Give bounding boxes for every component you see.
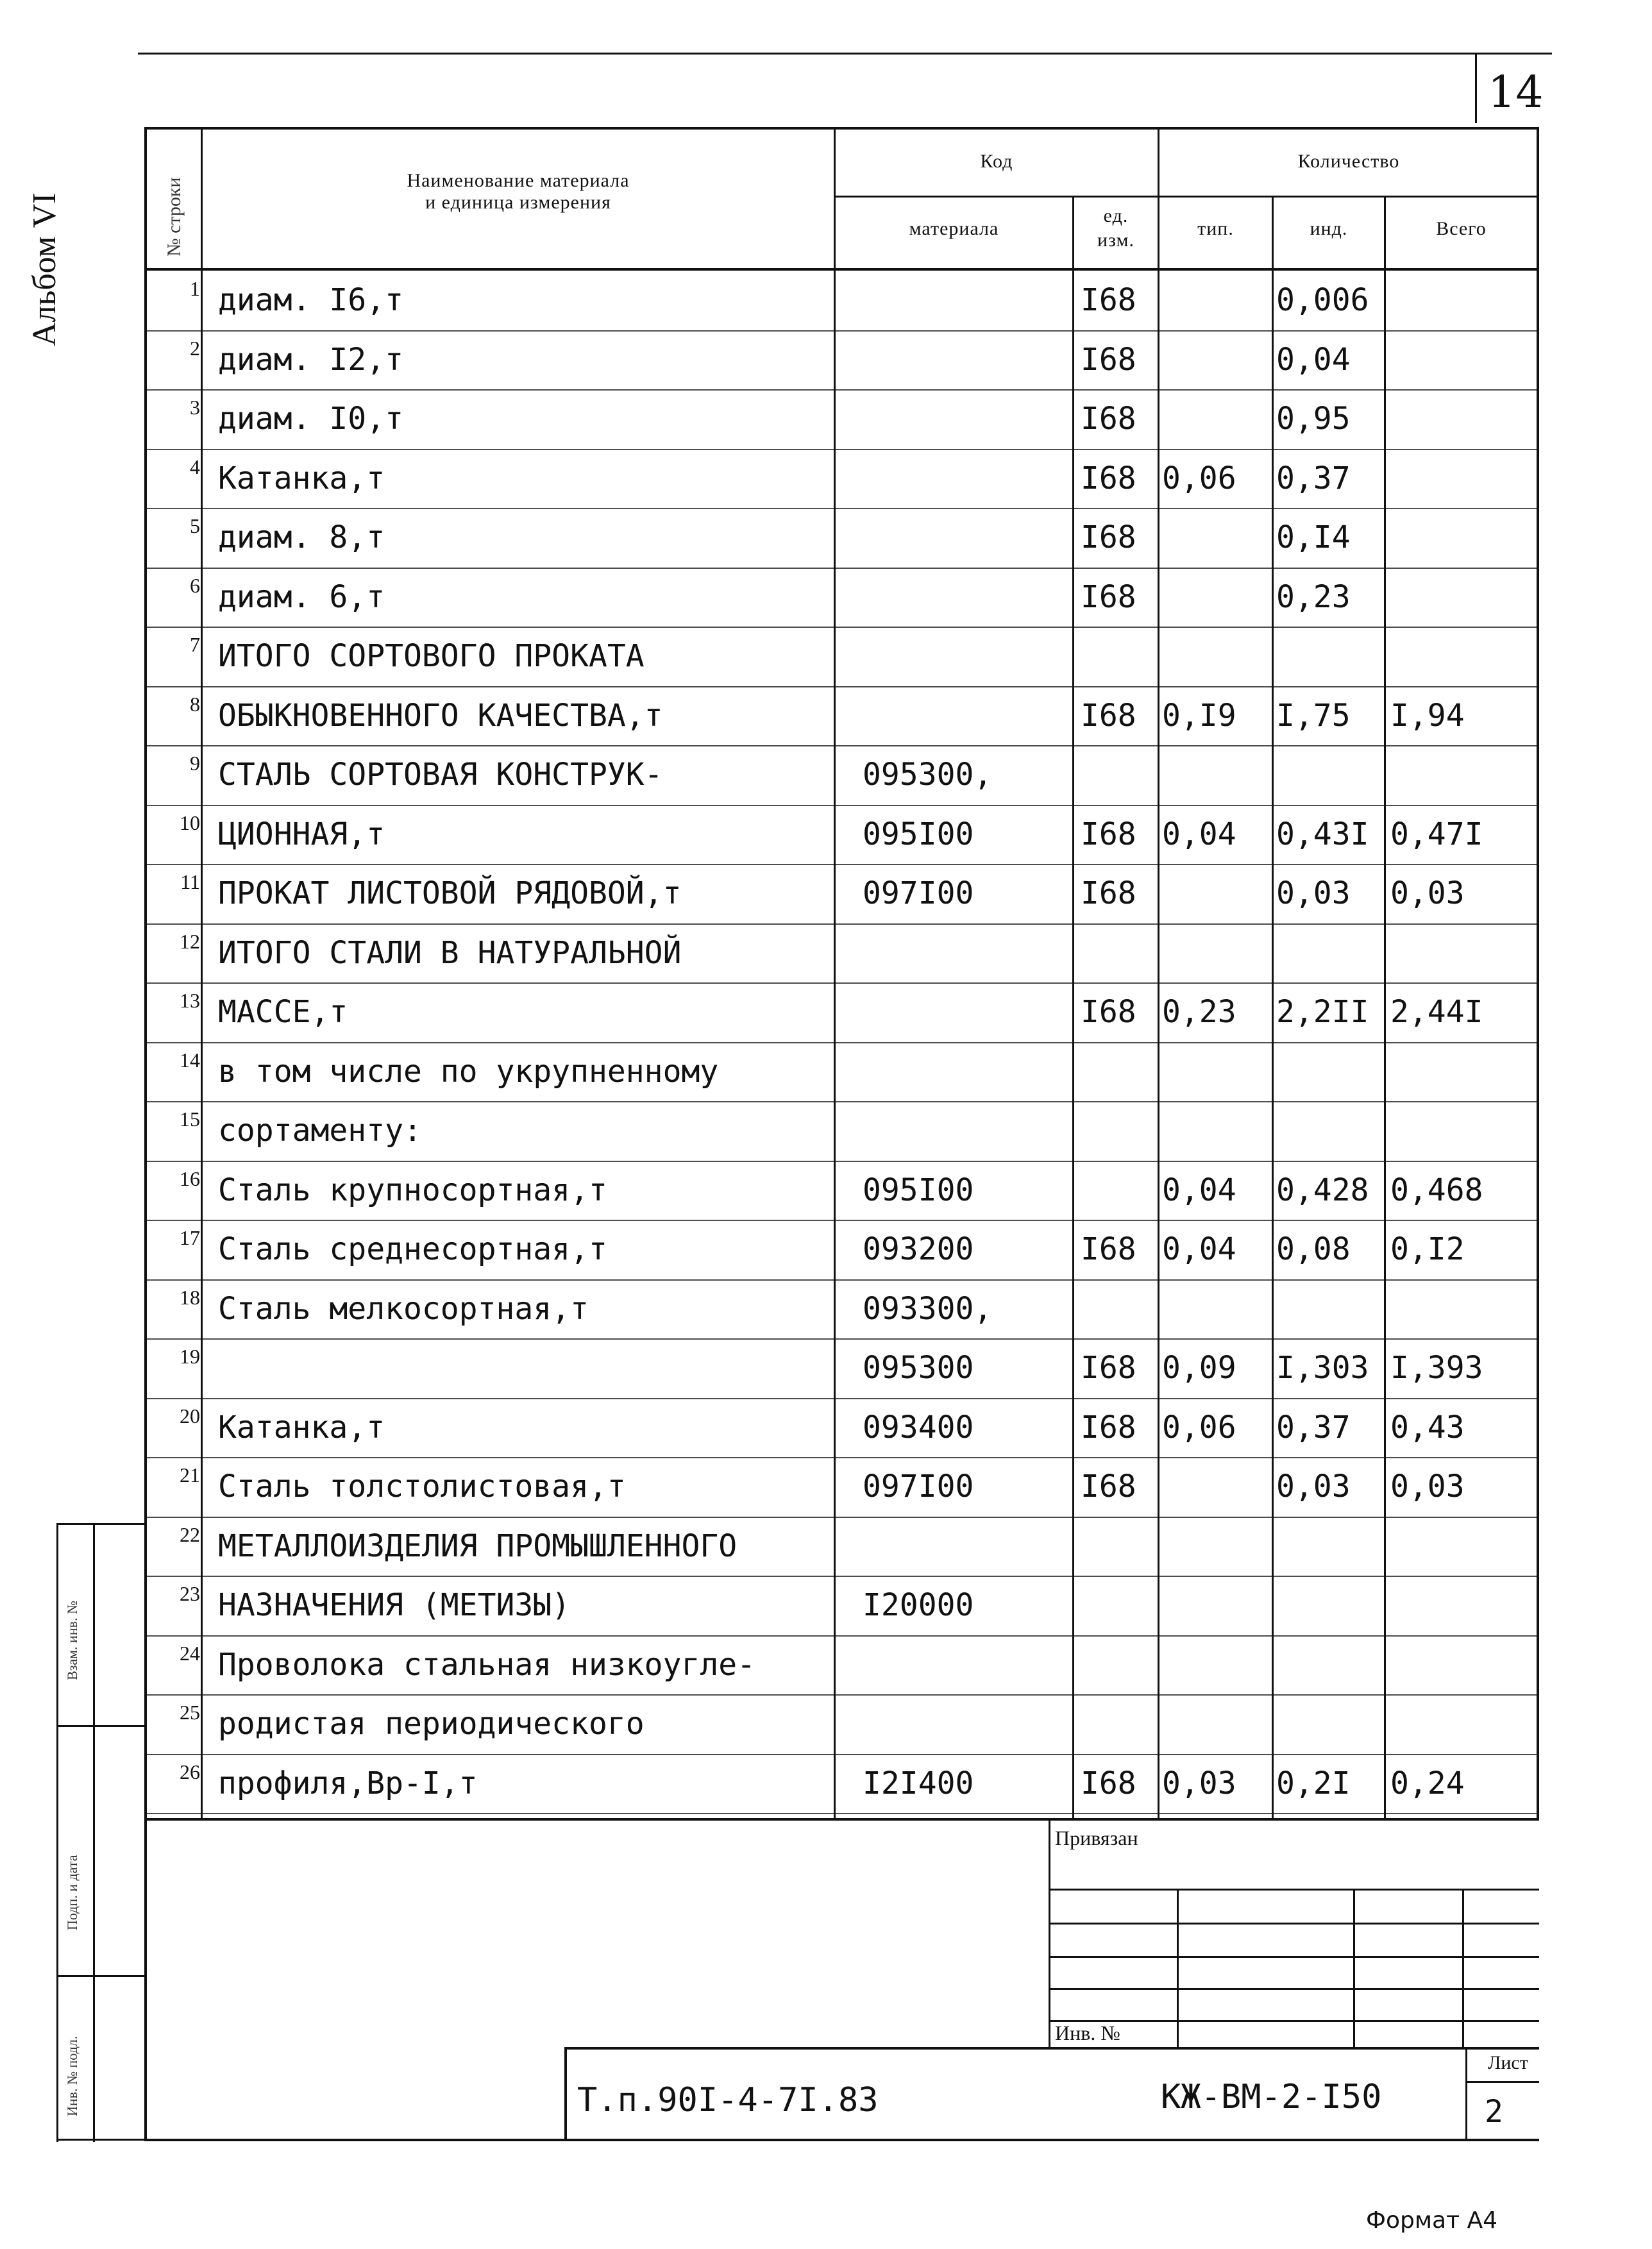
- row-divider: [146, 568, 1538, 569]
- header-material: материала: [909, 218, 999, 239]
- row-number: 14: [180, 1048, 200, 1072]
- cell-name: МАССЕ,т: [218, 994, 348, 1030]
- cell-ind: 0,43I: [1276, 816, 1369, 852]
- cell-name: НАЗНАЧЕНИЯ (МЕТИЗЫ): [218, 1587, 571, 1623]
- header-tip: тип.: [1197, 218, 1234, 239]
- cell-code: 095I00: [863, 1172, 974, 1208]
- row-number: 19: [180, 1345, 200, 1368]
- cell-name: в том числе по укрупненному: [218, 1053, 719, 1090]
- cell-total: 0,43: [1390, 1409, 1465, 1445]
- top-rule-right: [1475, 53, 1552, 55]
- row-number: 20: [180, 1404, 200, 1428]
- cell-total: I,393: [1390, 1350, 1483, 1386]
- row-number: 24: [180, 1641, 200, 1665]
- table-top-border: [144, 127, 1539, 130]
- row-divider: [146, 1635, 1538, 1637]
- cell-unit: I68: [1081, 341, 1136, 378]
- cell-name: Сталь мелкосортная,т: [218, 1290, 589, 1327]
- row-divider: [146, 982, 1538, 984]
- cell-unit: I68: [1081, 1350, 1136, 1386]
- cell-name: ИТОГО СТАЛИ В НАТУРАЛЬНОЙ: [218, 934, 682, 971]
- binding-box-col1: [1177, 1889, 1179, 2049]
- cell-unit: I68: [1081, 1765, 1136, 1801]
- cell-code: 093400: [863, 1409, 974, 1445]
- row-number: 12: [180, 929, 200, 953]
- binding-label: Привязан: [1055, 1826, 1138, 1849]
- cell-unit: I68: [1081, 401, 1136, 437]
- cell-unit: I68: [1081, 994, 1136, 1030]
- row-divider: [146, 745, 1538, 746]
- row-number: 10: [180, 811, 200, 834]
- cell-ind: 0,95: [1276, 401, 1351, 437]
- binding-box-line4: [1049, 1988, 1539, 1990]
- doc-code-right: КЖ-ВМ-2-I50: [1161, 2078, 1382, 2116]
- cell-ind: 0,08: [1276, 1231, 1351, 1267]
- row-number: 25: [180, 1701, 200, 1724]
- row-number: 17: [180, 1226, 200, 1249]
- row-divider: [146, 1279, 1538, 1281]
- cell-name: Сталь толстолистовая,т: [218, 1469, 626, 1504]
- doc-box-top: [564, 2047, 1539, 2050]
- cell-code: 097I00: [863, 1469, 974, 1504]
- doc-box-left: [564, 2047, 567, 2140]
- row-number: 8: [190, 692, 200, 716]
- row-divider: [146, 508, 1538, 509]
- cell-code: 097I00: [863, 875, 974, 911]
- row-number: 16: [180, 1167, 200, 1190]
- format-label: Формат А4: [1366, 2207, 1498, 2234]
- row-divider: [146, 805, 1538, 806]
- row-divider: [146, 1398, 1538, 1399]
- cell-name: диам. 6,т: [218, 578, 385, 615]
- cell-ind: I,303: [1276, 1350, 1369, 1386]
- cell-total: 0,03: [1390, 875, 1465, 911]
- cell-code: I20000: [863, 1587, 974, 1623]
- cell-tip: 0,06: [1162, 460, 1236, 496]
- cell-total: 0,03: [1390, 1469, 1465, 1504]
- header-bottom-line: [144, 268, 1539, 271]
- side-label-3: Инв. № подл.: [64, 2035, 80, 2116]
- cell-total: 0,I2: [1390, 1231, 1465, 1267]
- cell-name: Сталь среднесортная,т: [218, 1231, 607, 1267]
- cell-name: сортаменту:: [218, 1113, 422, 1149]
- cell-unit: I68: [1081, 519, 1136, 555]
- cell-unit: I68: [1081, 1469, 1136, 1504]
- row-divider: [146, 389, 1538, 391]
- cell-total: I,94: [1390, 697, 1465, 734]
- cell-ind: 0,23: [1276, 578, 1351, 615]
- binding-box-line3: [1049, 1956, 1539, 1958]
- cell-name: профиля,Вр-I,т: [218, 1765, 478, 1801]
- row-number: 26: [180, 1760, 200, 1783]
- row-divider: [146, 1517, 1538, 1518]
- sheet-top-number: 14: [1488, 67, 1544, 118]
- cell-ind: 0,37: [1276, 460, 1351, 496]
- inv-label: Инв. №: [1055, 2021, 1120, 2044]
- header-rowno: № строки: [164, 177, 185, 257]
- side-box-outer: [56, 1523, 58, 2142]
- side-box-div1: [56, 1725, 146, 1727]
- sheet-label: Лист: [1488, 2052, 1528, 2073]
- cell-name: родистая периодического: [218, 1706, 645, 1742]
- side-box-div2: [56, 1975, 146, 1977]
- cell-name: ПРОКАТ ЛИСТОВОЙ РЯДОВОЙ,т: [218, 875, 682, 911]
- cell-name: СТАЛЬ СОРТОВАЯ КОНСТРУК-: [218, 757, 663, 793]
- row-number: 6: [190, 573, 200, 597]
- header-name: Наименование материала и единица измерения: [407, 170, 630, 213]
- cell-ind: 0,006: [1276, 282, 1369, 318]
- side-box-bottom: [56, 2139, 146, 2141]
- row-divider: [146, 1101, 1538, 1102]
- cell-name: диам. I6,т: [218, 282, 403, 318]
- cell-name: МЕТАЛЛОИЗДЕЛИЯ ПРОМЫШЛЕННОГО: [218, 1528, 738, 1564]
- cell-ind: 0,428: [1276, 1172, 1369, 1208]
- row-divider: [146, 1576, 1538, 1577]
- cell-unit: I68: [1081, 697, 1136, 734]
- row-number: 7: [190, 633, 200, 656]
- row-number: 5: [190, 514, 200, 537]
- row-divider: [146, 1338, 1538, 1340]
- doc-code-left: Т.п.90I-4-7I.83: [577, 2081, 879, 2119]
- cell-tip: 0,04: [1162, 816, 1236, 852]
- binding-box-col3: [1462, 1889, 1464, 2049]
- stamp-bottom-border: [144, 2139, 1539, 2141]
- cell-ind: I,75: [1276, 697, 1351, 734]
- cell-unit: I68: [1081, 282, 1136, 318]
- cell-total: 2,44I: [1390, 994, 1483, 1030]
- row-number: 4: [190, 455, 200, 478]
- stamp-top-border: [144, 1818, 1539, 1821]
- cell-name: диам. 8,т: [218, 519, 385, 555]
- cell-unit: I68: [1081, 1409, 1136, 1445]
- cell-name: ИТОГО СОРТОВОГО ПРОКАТА: [218, 638, 645, 674]
- side-label-1: Взам. инв. №: [64, 1601, 80, 1680]
- side-box-inner: [93, 1523, 95, 2142]
- header-quantity: Количество: [1297, 151, 1400, 172]
- cell-name: диам. I0,т: [218, 401, 403, 437]
- col-div-name: [834, 127, 836, 1820]
- header-unit: ед. изм.: [1097, 205, 1134, 251]
- header-total: Всего: [1436, 218, 1487, 239]
- cell-tip: 0,09: [1162, 1350, 1236, 1386]
- cell-unit: I68: [1081, 875, 1136, 911]
- binding-box-line5: [1049, 2020, 1539, 2022]
- cell-name: Катанка,т: [218, 1409, 385, 1445]
- cell-code: I2I400: [863, 1765, 974, 1801]
- row-divider: [146, 686, 1538, 687]
- header-code: Код: [980, 151, 1013, 172]
- cell-tip: 0,23: [1162, 994, 1236, 1030]
- cell-tip: 0,03: [1162, 1765, 1236, 1801]
- cell-tip: 0,06: [1162, 1409, 1236, 1445]
- cell-code: 093300,: [863, 1290, 993, 1327]
- row-number: 9: [190, 752, 200, 775]
- album-label: Альбом VI: [26, 192, 63, 346]
- cell-ind: 0,03: [1276, 875, 1351, 911]
- col-div-rowno: [201, 127, 203, 1820]
- cell-name: ОБЫКНОВЕННОГО КАЧЕСТВА,т: [218, 697, 663, 734]
- cell-unit: I68: [1081, 460, 1136, 496]
- row-number: 1: [190, 277, 200, 300]
- cell-unit: I68: [1081, 816, 1136, 852]
- row-number: 11: [180, 870, 200, 893]
- row-divider: [146, 1042, 1538, 1043]
- sheet-box-left: [1465, 2047, 1467, 2140]
- cell-code: 093200: [863, 1231, 974, 1267]
- header-subrow-line: [834, 196, 1539, 198]
- row-divider: [146, 1694, 1538, 1696]
- cell-ind: 0,37: [1276, 1409, 1351, 1445]
- row-number: 22: [180, 1522, 200, 1546]
- table-right-border: [1537, 127, 1539, 1820]
- sheet-number-divider: [1475, 53, 1477, 123]
- top-rule: [138, 53, 1552, 55]
- cell-ind: 0,03: [1276, 1469, 1351, 1504]
- row-number: 18: [180, 1285, 200, 1309]
- cell-ind: 0,I4: [1276, 519, 1351, 555]
- cell-tip: 0,04: [1162, 1172, 1236, 1208]
- cell-tip: 0,I9: [1162, 697, 1236, 734]
- row-divider: [146, 1813, 1538, 1814]
- cell-ind: 2,2II: [1276, 994, 1369, 1030]
- cell-code: 095300,: [863, 757, 993, 793]
- row-number: 2: [190, 336, 200, 360]
- row-number: 23: [180, 1582, 200, 1605]
- row-number: 13: [180, 989, 200, 1012]
- cell-unit: I68: [1081, 1231, 1136, 1267]
- row-divider: [146, 864, 1538, 865]
- cell-total: 0,468: [1390, 1172, 1483, 1208]
- row-divider: [146, 923, 1538, 925]
- row-number: 3: [190, 396, 200, 419]
- header-ind: инд.: [1310, 218, 1348, 239]
- cell-name: Катанка,т: [218, 460, 385, 496]
- row-divider: [146, 330, 1538, 332]
- cell-ind: 0,2I: [1276, 1765, 1351, 1801]
- cell-name: ЦИОННАЯ,т: [218, 816, 385, 852]
- row-divider: [146, 1754, 1538, 1755]
- cell-code: 095I00: [863, 816, 974, 852]
- cell-ind: 0,04: [1276, 341, 1351, 378]
- row-divider: [146, 449, 1538, 450]
- row-divider: [146, 1220, 1538, 1221]
- cell-name: Проволока стальная низкоугле-: [218, 1646, 756, 1683]
- cell-code: 095300: [863, 1350, 974, 1386]
- row-number: 21: [180, 1463, 200, 1487]
- sheet-value: 2: [1485, 2094, 1503, 2130]
- row-divider: [146, 627, 1538, 628]
- binding-box-left: [1049, 1818, 1050, 2049]
- table-left-border: [144, 127, 147, 2141]
- cell-name: Сталь крупносортная,т: [218, 1172, 607, 1208]
- binding-box-line2: [1049, 1923, 1539, 1925]
- row-number: 15: [180, 1108, 200, 1131]
- cell-total: 0,47I: [1390, 816, 1483, 852]
- side-box-top: [56, 1523, 146, 1525]
- col-div-unit: [1158, 127, 1159, 1820]
- cell-total: 0,24: [1390, 1765, 1465, 1801]
- binding-box-col2: [1353, 1889, 1355, 2049]
- side-label-2: Подп. и дата: [64, 1855, 80, 1930]
- cell-name: диам. I2,т: [218, 341, 403, 378]
- row-divider: [146, 1457, 1538, 1458]
- binding-box-line1: [1049, 1889, 1539, 1891]
- cell-unit: I68: [1081, 578, 1136, 615]
- cell-tip: 0,04: [1162, 1231, 1236, 1267]
- row-divider: [146, 1161, 1538, 1162]
- sheet-box-mid: [1465, 2081, 1539, 2083]
